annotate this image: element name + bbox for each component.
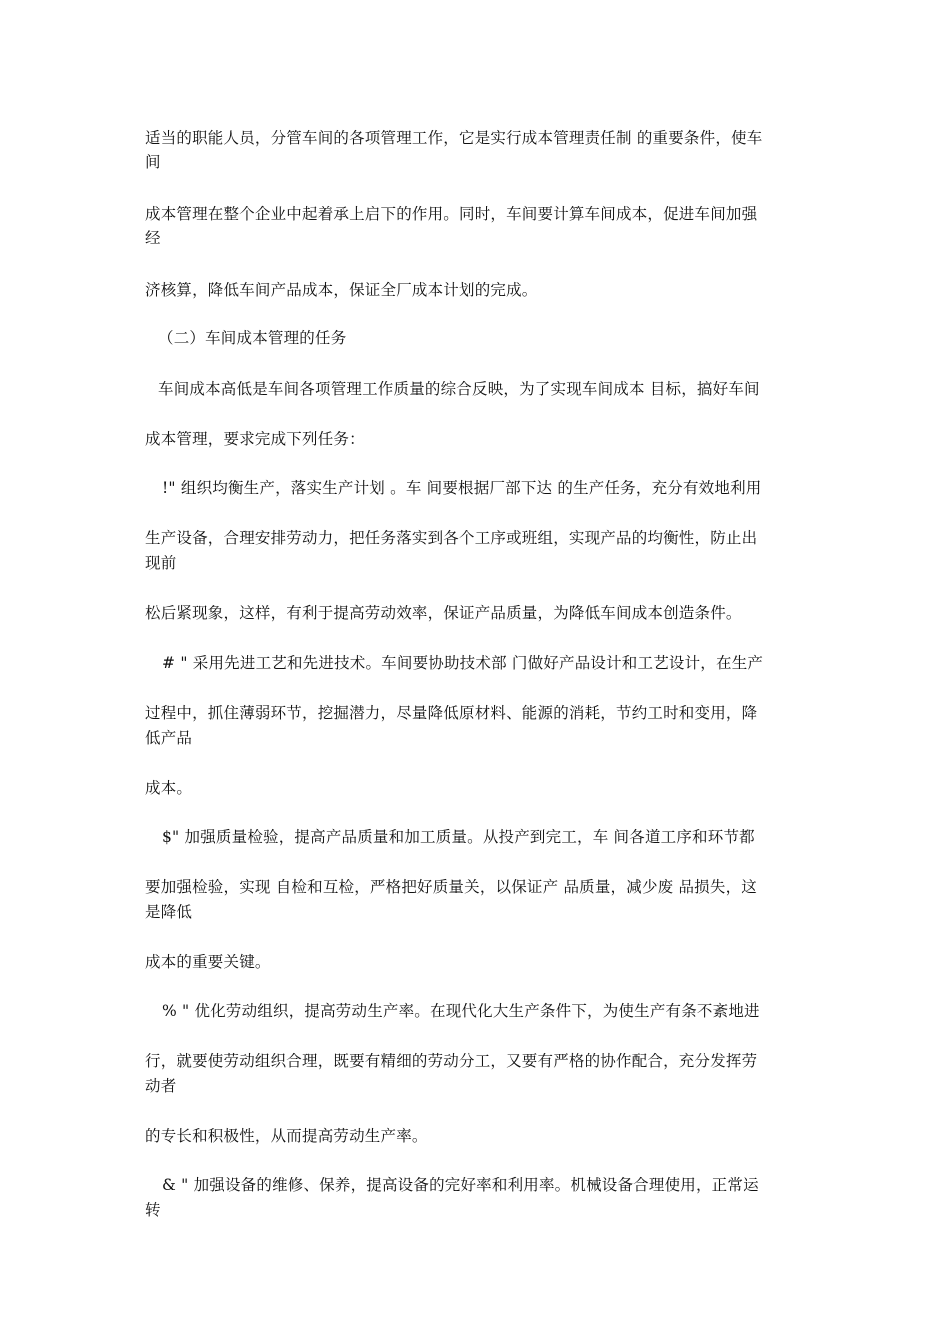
text-line: 低产品 [145,729,193,747]
text-line: 成本管理在整个企业中起着承上启下的作用。同时，车间要计算车间成本，促进车间加强 [145,205,758,223]
text-line: 济核算，降低车间产品成本，保证全厂成本计划的完成。 [145,281,538,299]
text-line: 成本管理，要求完成下列任务： [145,430,365,448]
list-item-4: % " 优化劳动组织，提高劳动生产率。在现代化大生产条件下，为使生产有条不紊地进 [162,1002,760,1020]
text-line: 成本。 [145,779,193,797]
list-item-5: & " 加强设备的维修、保养，提高设备的完好率和利用率。机械设备合理使用，正常运 [162,1176,759,1194]
text-line: 的专长和积极性，从而提高劳动生产率。 [145,1127,428,1145]
text-line: 经 [145,229,161,247]
text-line: 动者 [145,1077,177,1095]
list-item-1: !" 组织均衡生产，落实生产计划 。车 间要根据厂部下达 的生产任务，充分有效地利用 [162,479,762,497]
text-line: 转 [145,1201,161,1219]
text-line: 间 [145,153,161,171]
text-line: 车间成本高低是车间各项管理工作质量的综合反映，为了实现车间成本 目标，搞好车间 [158,380,760,398]
text-line: 生产设备，合理安排劳动力，把任务落实到各个工序或班组，实现产品的均衡性，防止出 [145,529,758,547]
list-item-3: $" 加强质量检验，提高产品质量和加工质量。从投产到完工，车 间各道工序和环节都 [162,828,755,846]
text-line: 成本的重要关键。 [145,953,271,971]
text-line: 松后紧现象，这样，有利于提高劳动效率，保证产品质量，为降低车间成本创造条件。 [145,604,742,622]
text-line: 适当的职能人员，分管车间的各项管理工作，它是实行成本管理责任制 的重要条件，使车 [145,129,763,147]
text-line: 是降低 [145,903,193,921]
text-line: 过程中，抓住薄弱环节，挖掘潜力，尽量降低原材料、能源的消耗，节约工时和变用，降 [145,704,758,722]
text-line: 现前 [145,554,177,572]
section-heading: （二）车间成本管理的任务 [158,329,347,347]
text-line: 行，就要使劳动组织合理，既要有精细的劳动分工，又要有严格的协作配合，充分发挥劳 [145,1052,758,1070]
text-line: 要加强检验，实现 自检和互检，严格把好质量关，以保证产 品质量，减少废 品损失，这 [145,878,757,896]
list-item-2: # " 采用先进工艺和先进技术。车间要协助技术部 门做好产品设计和工艺设计，在生产 [162,654,764,672]
